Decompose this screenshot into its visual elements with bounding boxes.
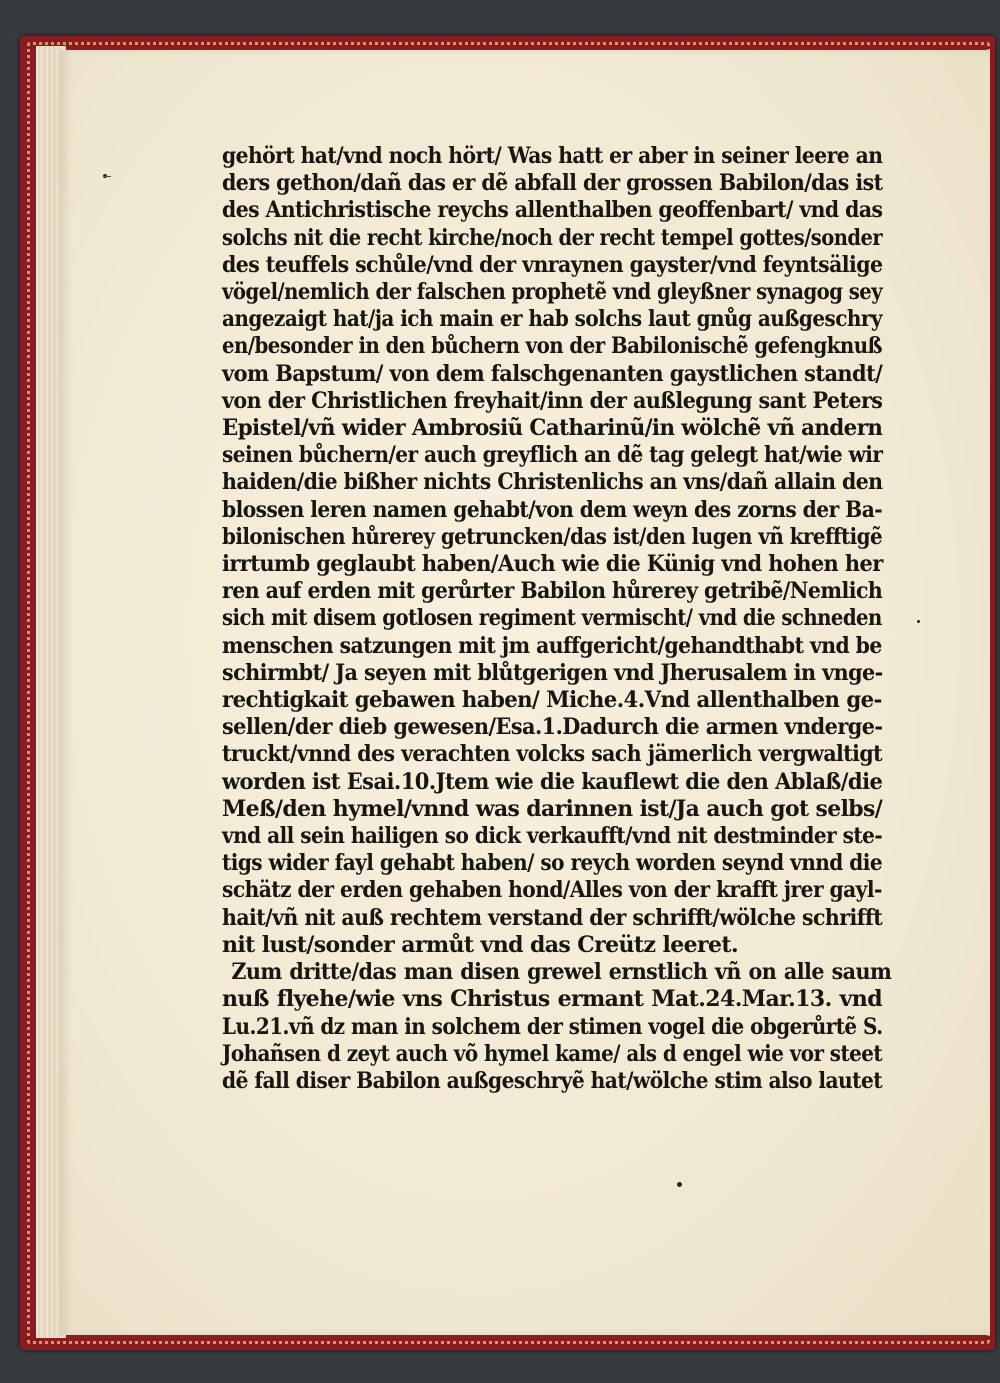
text-line: truckt/vnnd des verachten volcks sach jämerlich vergwaltigt <box>222 741 883 768</box>
text-line: schirmbt/ Ja seyen mit blůtgerigen vnd Jherusalem in vnge- <box>222 659 883 686</box>
text-line: nit lust/sonder armůt vnd das Creütz leeret. <box>222 931 739 958</box>
text-line: Zum dritte/das man disen grewel ernstlich vñ on alle saum <box>231 959 892 986</box>
text-line: tigs wider fayl gehabt haben/ so reych worden seynd vnnd die <box>222 850 883 877</box>
text-line: vögel/nemlich der falschen prophetẽ vnd gleyßner synagog sey <box>222 279 883 306</box>
text-line: irrtumb geglaubt haben/Auch wie die Künig vnd hohen her <box>222 551 883 578</box>
text-line: vnd all sein hailigen so dick verkaufft/vnd nit destminder ste- <box>222 823 883 850</box>
text-line: des teuffels schůle/vnd der vnraynen gayster/vnd feyntsälige <box>222 251 883 278</box>
text-line: en/besonder in den bůchern von der Babilonischẽ gefengknuß <box>222 333 883 360</box>
ink-speck <box>677 1182 682 1187</box>
text-line: ders gethon/dañ das er dẽ abfall der grossen Babilon/das ist <box>222 170 883 197</box>
text-line: Lu.21.vñ dz man in solchem der stimen vogel die obgerůrtẽ S. <box>222 1013 883 1040</box>
text-line: sellen/der dieb gewesen/Esa.1.Dadurch die armen vnderge- <box>222 714 883 741</box>
ink-speck <box>917 620 920 623</box>
text-line: ren auf erden mit gerůrter Babilon hůrerey getribẽ/Nemlich <box>222 578 883 605</box>
text-line: rechtigkait gebawen haben/ Miche.4.Vnd allenthalben ge- <box>222 687 882 714</box>
text-line: angezaigt hat/ja ich main er hab solchs laut gnůg außgeschry <box>222 306 882 333</box>
text-line: solchs nit die recht kirche/noch der recht tempel gottes/sonder <box>222 224 883 251</box>
text-line: worden ist Esai.10.Jtem wie die kauflewt die den Ablaß/die <box>222 768 883 795</box>
text-line: nuß flyehe/wie vns Christus ermant Mat.24.Mar.13. vnd <box>222 986 882 1013</box>
page-text <box>222 143 892 1095</box>
text-line: menschen satzungen mit jm auffgericht/gehandthabt vnd be <box>222 632 882 659</box>
text-line: dẽ fall diser Babilon außgeschryẽ hat/wölche stim also lautet <box>222 1067 883 1094</box>
text-line: des Antichristische reychs allenthalben geoffenbart/ vnd das <box>222 197 883 224</box>
text-line: vom Bapstum/ von dem falschgenanten gaystlichen standt/ <box>222 360 883 387</box>
text-line: bilonischen hůrerey getruncken/das ist/den lugen vñ krefftigẽ <box>222 523 883 550</box>
text-line: von der Christlichen freyhait/inn der außlegung sant Peters <box>222 387 883 414</box>
text-line: haiden/die bißher nichts Christenlichs an vns/dañ allain den <box>222 469 883 496</box>
ink-speck <box>103 176 111 177</box>
text-line: gehört hat/vnd noch hört/ Was hatt er aber in seiner leere an <box>222 143 883 169</box>
text-line: seinen bůchern/er auch greyflich an dẽ tag gelegt hat/wie wir <box>222 442 883 469</box>
text-line: schätz der erden gehaben hond/Alles von der krafft jrer gayl- <box>222 877 882 904</box>
text-line: Johañsen d zeyt auch võ hymel kame/ als d engel wie vor steet <box>222 1040 883 1067</box>
text-line: Meß/den hymel/vnnd was darinnen ist/Ja auch got selbs/ <box>222 795 883 822</box>
text-line: blossen leren namen gehabt/von dem weyn des zorns der Ba- <box>222 496 883 523</box>
text-line: hait/vñ nit auß rechtem verstand der schrifft/wölche schrifft <box>222 904 883 931</box>
text-line: Epistel/vñ wider Ambrosiũ Catharinũ/in wölchẽ vñ andern <box>222 415 883 442</box>
text-line: sich mit disem gotlosen regiment vermischt/ vnd die schneden <box>222 605 882 632</box>
